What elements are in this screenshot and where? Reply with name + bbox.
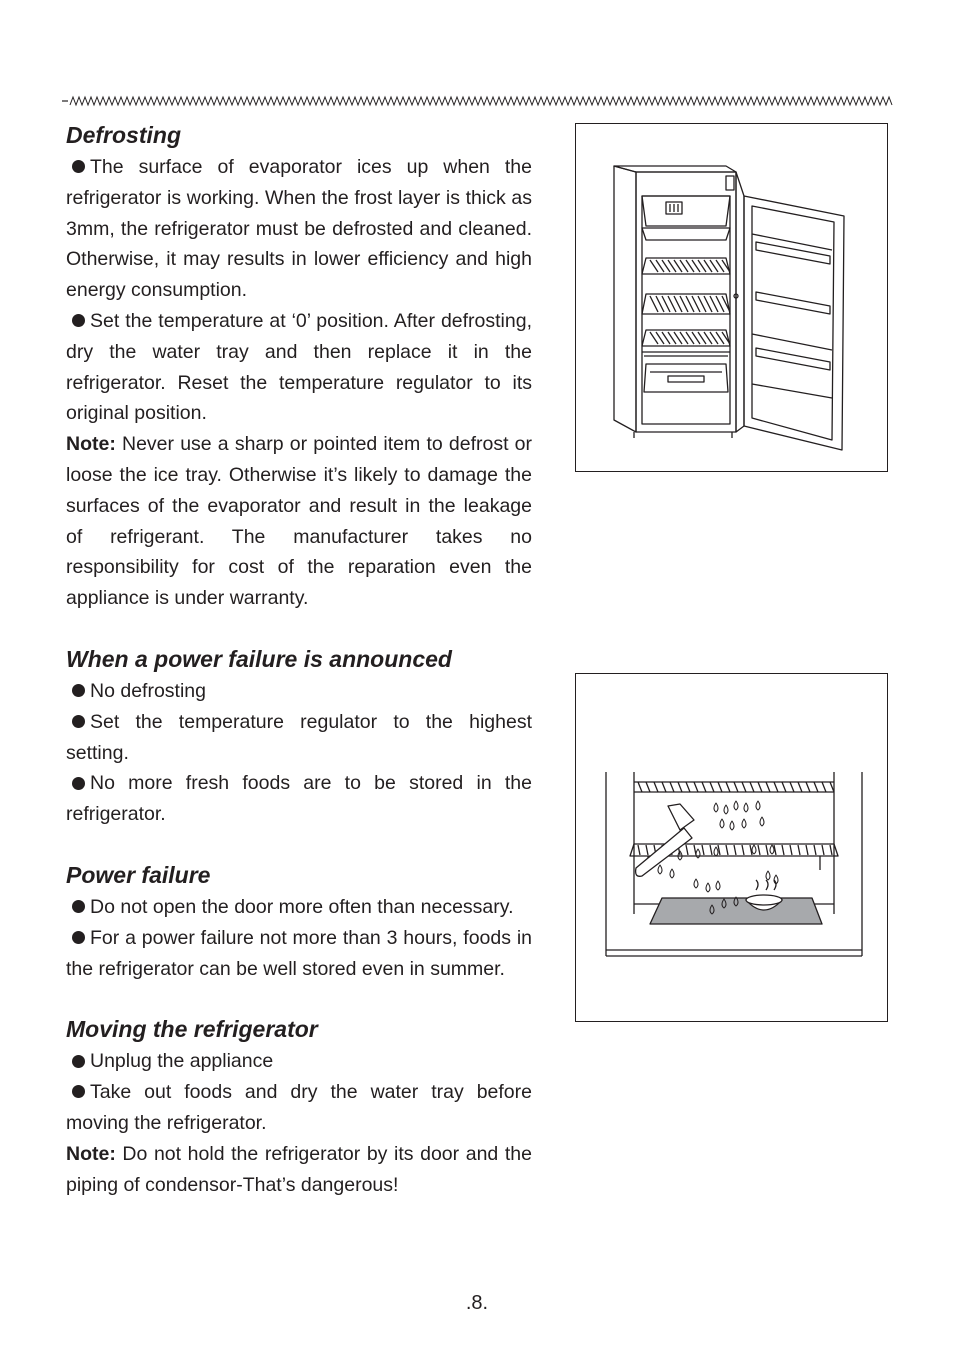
bullet-icon	[72, 1055, 85, 1068]
defrosting-illustration	[575, 673, 888, 1022]
bullet-icon	[72, 1085, 85, 1098]
list-item: Unplug the appliance	[66, 1046, 532, 1077]
power-failure-heading: Power failure	[66, 861, 211, 888]
list-item: Do not open the door more often than necessary.	[66, 892, 532, 923]
bullet-icon	[72, 160, 85, 173]
defrosting-paragraph-2: Set the temperature at ‘0’ position. After defrosting, dry the water tray and then replace it in the refrigerator. Reset the temperature regulator to its original position.	[66, 309, 532, 425]
open-refrigerator-illustration	[575, 123, 888, 472]
defrosting-note: Note: Never use a sharp or pointed item to defrost or loose the ice tray. Otherwise it’s likely to damage the surfaces of the evaporator and result in the leakage of refrigerant. The manufacturer takes no responsibility for cost of the reparation even the appliance is under warranty.	[66, 433, 532, 610]
list-item: For a power failure not more than 3 hours, foods in the refrigerator can be well stored even in summer.	[66, 926, 532, 980]
defrosting-heading: Defrosting	[66, 122, 181, 148]
list-item: Take out foods and dry the water tray before moving the refrigerator.	[66, 1081, 532, 1134]
list-item: Set the temperature regulator to the highest setting.	[66, 710, 532, 764]
page-number: .8.	[465, 1292, 489, 1314]
bullet-icon	[72, 684, 85, 697]
moving-heading: Moving the refrigerator	[66, 1016, 318, 1043]
bullet-icon	[72, 777, 85, 790]
list-item: No defrosting	[66, 676, 532, 707]
moving-note: Note: Do not hold the refrigerator by its door and the piping of condensor-That’s dangerous!	[66, 1142, 532, 1196]
bullet-icon	[72, 900, 85, 913]
bullet-icon	[72, 715, 85, 728]
defrosting-paragraph-1: The surface of evaporator ices up when the refrigerator is working. When the frost layer is thick as 3mm, the refrigerator must be defrosted and cleaned. Otherwise, it may results in lower efficiency and high energy consumption.	[66, 156, 532, 302]
power-announced-heading: When a power failure is announced	[66, 645, 452, 672]
bullet-icon	[72, 931, 85, 944]
bullet-icon	[72, 314, 85, 327]
list-item: No more fresh foods are to be stored in the refrigerator.	[66, 772, 532, 826]
decorative-rule	[62, 94, 896, 108]
text-column	[66, 118, 532, 1200]
